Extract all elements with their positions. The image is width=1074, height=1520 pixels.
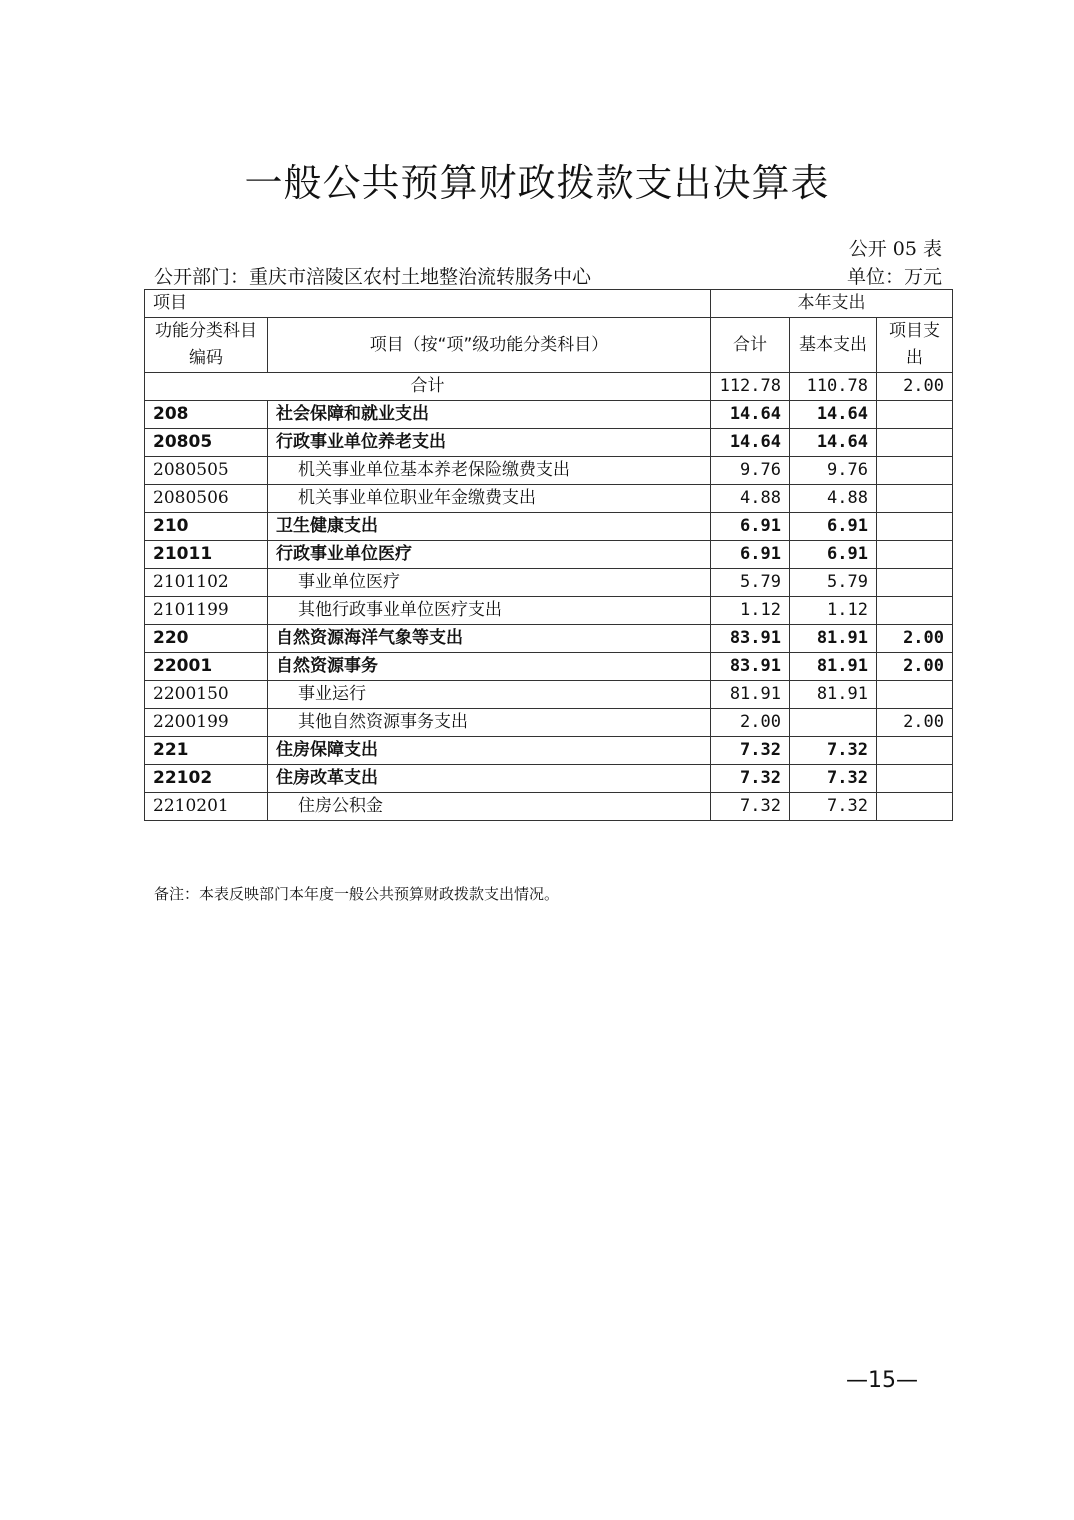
row-code: 21011: [145, 541, 268, 569]
row-code: 220: [145, 625, 268, 653]
table-row: [145, 429, 953, 457]
header-row-columns: [145, 318, 953, 373]
row-basic: 81.91: [790, 625, 877, 653]
table-row: [145, 709, 953, 737]
row-basic: 4.88: [790, 485, 877, 513]
row-basic: 81.91: [790, 681, 877, 709]
header-total: 合计: [711, 318, 790, 373]
row-total: 9.76: [711, 457, 790, 485]
row-basic: 9.76: [790, 457, 877, 485]
table-row: [145, 541, 953, 569]
header-basic: 基本支出: [790, 318, 877, 373]
row-name: 自然资源海洋气象等支出: [268, 625, 711, 653]
row-total: 7.32: [711, 793, 790, 821]
row-project: [877, 401, 953, 429]
row-code: 20805: [145, 429, 268, 457]
header-current-year: 本年支出: [711, 290, 953, 318]
row-name: 机关事业单位基本养老保险缴费支出: [268, 457, 711, 485]
row-project: 2.00: [877, 709, 953, 737]
row-project: [877, 765, 953, 793]
row-name: 事业单位医疗: [268, 569, 711, 597]
row-name: 行政事业单位养老支出: [268, 429, 711, 457]
row-basic: 7.32: [790, 765, 877, 793]
row-basic: 81.91: [790, 653, 877, 681]
table-row: [145, 765, 953, 793]
row-basic: 14.64: [790, 401, 877, 429]
row-project: [877, 457, 953, 485]
row-project: [877, 485, 953, 513]
row-name: 自然资源事务: [268, 653, 711, 681]
header-name: 项目（按“项”级功能分类科目）: [268, 318, 711, 373]
table-row: [145, 793, 953, 821]
total-label: 合计: [145, 373, 711, 401]
row-total: 7.32: [711, 765, 790, 793]
table-row: [145, 485, 953, 513]
department-label: 公开部门：重庆市涪陵区农村土地整治流转服务中心: [154, 266, 592, 288]
row-project: [877, 429, 953, 457]
row-basic: 14.64: [790, 429, 877, 457]
row-total: 81.91: [711, 681, 790, 709]
row-project: 2.00: [877, 625, 953, 653]
row-code: 2210201: [145, 793, 268, 821]
row-basic: 6.91: [790, 541, 877, 569]
row-name: 住房公积金: [268, 793, 711, 821]
row-project: [877, 569, 953, 597]
total-row: [145, 373, 953, 401]
row-basic: 1.12: [790, 597, 877, 625]
table-row: [145, 457, 953, 485]
table-row: [145, 569, 953, 597]
page-title: 一般公共预算财政拨款支出决算表: [244, 161, 830, 205]
row-total: 6.91: [711, 541, 790, 569]
table-row: [145, 625, 953, 653]
page-number: —15—: [846, 1368, 918, 1393]
row-total: 7.32: [711, 737, 790, 765]
row-name: 社会保障和就业支出: [268, 401, 711, 429]
header-code: 功能分类科目编码: [145, 318, 268, 373]
row-name: 行政事业单位医疗: [268, 541, 711, 569]
table-row: [145, 597, 953, 625]
row-total: 5.79: [711, 569, 790, 597]
row-total: 83.91: [711, 653, 790, 681]
unit-label: 单位：万元: [846, 266, 942, 288]
row-code: 2101102: [145, 569, 268, 597]
row-code: 2101199: [145, 597, 268, 625]
row-code: 208: [145, 401, 268, 429]
row-total: 83.91: [711, 625, 790, 653]
table-row: [145, 401, 953, 429]
row-name: 住房保障支出: [268, 737, 711, 765]
footnote: 备注：本表反映部门本年度一般公共预算财政拨款支出情况。: [154, 885, 560, 903]
row-total: 4.88: [711, 485, 790, 513]
row-name: 事业运行: [268, 681, 711, 709]
header-project: 项目: [145, 290, 711, 318]
table-row: [145, 681, 953, 709]
row-project: 2.00: [877, 653, 953, 681]
row-code: 2200150: [145, 681, 268, 709]
row-project: [877, 597, 953, 625]
row-name: 其他行政事业单位医疗支出: [268, 597, 711, 625]
row-basic: 7.32: [790, 737, 877, 765]
row-code: 22001: [145, 653, 268, 681]
row-basic: 5.79: [790, 569, 877, 597]
row-total: 14.64: [711, 401, 790, 429]
table-row: [145, 513, 953, 541]
row-basic: 6.91: [790, 513, 877, 541]
row-total: 1.12: [711, 597, 790, 625]
header-row-top: [145, 290, 953, 318]
row-name: 住房改革支出: [268, 765, 711, 793]
row-name: 机关事业单位职业年金缴费支出: [268, 485, 711, 513]
row-total: 2.00: [711, 709, 790, 737]
row-code: 22102: [145, 765, 268, 793]
row-code: 2080505: [145, 457, 268, 485]
row-code: 221: [145, 737, 268, 765]
row-project: [877, 737, 953, 765]
total-total: 112.78: [711, 373, 790, 401]
table-row: [145, 737, 953, 765]
header-project-exp: 项目支出: [877, 318, 953, 373]
row-project: [877, 793, 953, 821]
row-code: 2200199: [145, 709, 268, 737]
row-name: 卫生健康支出: [268, 513, 711, 541]
row-project: [877, 541, 953, 569]
row-basic: 7.32: [790, 793, 877, 821]
expenditure-table: [144, 289, 953, 821]
form-number: 公开 05 表: [848, 238, 942, 260]
row-total: 6.91: [711, 513, 790, 541]
row-project: [877, 513, 953, 541]
row-total: 14.64: [711, 429, 790, 457]
row-code: 210: [145, 513, 268, 541]
row-code: 2080506: [145, 485, 268, 513]
total-project: 2.00: [877, 373, 953, 401]
row-name: 其他自然资源事务支出: [268, 709, 711, 737]
total-basic: 110.78: [790, 373, 877, 401]
row-basic: [790, 709, 877, 737]
row-project: [877, 681, 953, 709]
table-row: [145, 653, 953, 681]
